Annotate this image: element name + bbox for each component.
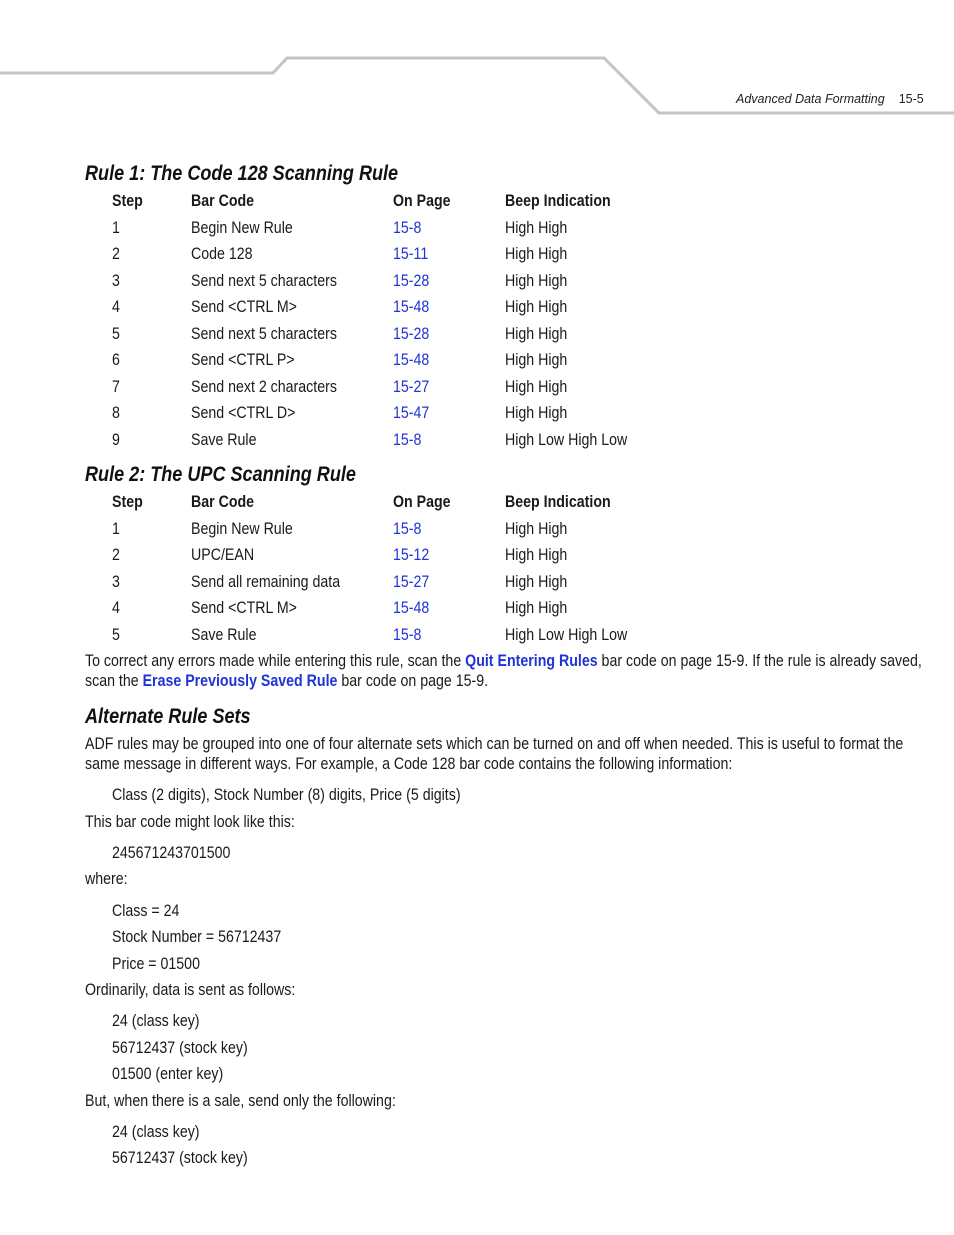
look-like-text: This bar code might look like this:: [85, 813, 295, 831]
bar-code-cell: Send next 2 characters: [191, 377, 337, 396]
rule1-heading: Rule 1: The Code 128 Scanning Rule: [85, 162, 399, 185]
column-header-step: Step: [112, 493, 143, 511]
on-page-cell[interactable]: 15-48: [393, 298, 430, 316]
on-page-cell[interactable]: 15-28: [393, 324, 430, 343]
column-header-bar-code: Bar Code: [191, 493, 255, 511]
correction-text-3: bar code on page 15-9.: [337, 672, 489, 690]
bar-code-cell: UPC/EAN: [191, 546, 255, 564]
on-page-cell[interactable]: 15-8: [393, 430, 422, 449]
bar-code-cell: Save Rule: [191, 625, 257, 644]
ordinary-line-3: 01500 (enter key): [112, 1065, 224, 1083]
on-page-cell[interactable]: 15-47: [393, 404, 430, 422]
beep-indication-cell: High High: [505, 324, 568, 343]
on-page-cell[interactable]: 15-28: [393, 271, 430, 290]
beep-indication-cell: High Low High Low: [505, 430, 628, 449]
ordinarily-text: Ordinarily, data is sent as follows:: [85, 981, 296, 999]
running-head: [736, 92, 924, 106]
alternate-intro: ADF rules may be grouped into one of four alternate sets which can be turned on and off when needed. This is useful to format the same message in different ways. For example, a Code 128 bar code contains the following information:: [85, 735, 904, 773]
step-cell: 3: [112, 572, 120, 591]
correction-text-1: To correct any errors made while entering this rule, scan the: [85, 652, 466, 670]
beep-indication-cell: High High: [505, 377, 568, 396]
bar-code-cell: Send next 5 characters: [191, 324, 337, 343]
correction-paragraph: [85, 651, 935, 691]
step-cell: 5: [112, 324, 120, 343]
bar-code-cell: Send <CTRL P>: [191, 351, 295, 369]
beep-indication-cell: High High: [505, 298, 568, 316]
step-cell: 9: [112, 430, 120, 449]
erase-previously-saved-rule-link[interactable]: Erase Previously Saved Rule: [142, 672, 338, 690]
stock-value: Stock Number = 56712437: [112, 928, 282, 946]
on-page-cell[interactable]: 15-27: [393, 572, 430, 591]
sale-text: But, when there is a sale, send only the following:: [85, 1092, 396, 1110]
beep-indication-cell: High High: [505, 572, 568, 591]
step-cell: 4: [112, 298, 120, 316]
beep-indication-cell: High High: [505, 245, 568, 263]
bar-code-cell: Send <CTRL M>: [191, 298, 297, 316]
class-value: Class = 24: [112, 902, 180, 920]
rule2-heading: Rule 2: The UPC Scanning Rule: [85, 463, 356, 486]
page-number: 15-5: [898, 92, 924, 106]
barcode-info: Class (2 digits), Stock Number (8) digits, Price (5 digits): [112, 786, 461, 804]
column-header-bar-code: Bar Code: [191, 192, 255, 210]
step-cell: 5: [112, 625, 120, 644]
bar-code-cell: Send <CTRL D>: [191, 404, 296, 422]
sale-line-2: 56712437 (stock key): [112, 1149, 248, 1167]
bar-code-cell: Send next 5 characters: [191, 271, 337, 290]
step-cell: 2: [112, 245, 120, 263]
step-cell: 7: [112, 377, 120, 396]
where-text: where:: [85, 870, 128, 888]
column-header-beep-indication: Beep Indication: [505, 493, 611, 511]
bar-code-cell: Send all remaining data: [191, 572, 341, 591]
on-page-cell[interactable]: 15-12: [393, 546, 430, 564]
on-page-cell[interactable]: 15-48: [393, 351, 430, 369]
bar-code-cell: Begin New Rule: [191, 519, 293, 538]
beep-indication-cell: High High: [505, 218, 568, 237]
column-header-on-page: On Page: [393, 192, 451, 210]
on-page-cell[interactable]: 15-48: [393, 599, 430, 617]
sale-line-1: 24 (class key): [112, 1123, 200, 1141]
column-header-beep-indication: Beep Indication: [505, 192, 611, 210]
column-header-on-page: On Page: [393, 493, 451, 511]
step-cell: 6: [112, 351, 120, 369]
step-cell: 2: [112, 546, 120, 564]
step-cell: 4: [112, 599, 120, 617]
beep-indication-cell: High High: [505, 546, 568, 564]
beep-indication-cell: High Low High Low: [505, 625, 628, 644]
column-header-step: Step: [112, 192, 143, 210]
bar-code-cell: Code 128: [191, 245, 253, 263]
beep-indication-cell: High High: [505, 271, 568, 290]
beep-indication-cell: High High: [505, 351, 568, 369]
running-head-title: Advanced Data Formatting: [736, 92, 885, 106]
bar-code-cell: Send <CTRL M>: [191, 599, 297, 617]
alternate-rule-sets-heading: Alternate Rule Sets: [85, 705, 251, 728]
on-page-cell[interactable]: 15-8: [393, 625, 422, 644]
ordinary-line-1: 24 (class key): [112, 1012, 200, 1030]
beep-indication-cell: High High: [505, 519, 568, 538]
price-value: Price = 01500: [112, 955, 200, 973]
beep-indication-cell: High High: [505, 599, 568, 617]
on-page-cell[interactable]: 15-27: [393, 377, 430, 396]
on-page-cell[interactable]: 15-8: [393, 218, 422, 237]
correction-text-2: bar code on page 15-9. If the rule is already saved, scan the: [85, 652, 922, 690]
on-page-cell[interactable]: 15-8: [393, 519, 422, 538]
step-cell: 3: [112, 271, 120, 290]
step-cell: 1: [112, 218, 120, 237]
bar-code-cell: Save Rule: [191, 430, 257, 449]
step-cell: 1: [112, 519, 120, 538]
step-cell: 8: [112, 404, 120, 422]
bar-code-cell: Begin New Rule: [191, 218, 293, 237]
quit-entering-rules-link[interactable]: Quit Entering Rules: [465, 652, 598, 670]
ordinary-line-2: 56712437 (stock key): [112, 1039, 248, 1057]
on-page-cell[interactable]: 15-11: [393, 245, 429, 263]
beep-indication-cell: High High: [505, 404, 568, 422]
example-barcode: 245671243701500: [112, 844, 231, 862]
